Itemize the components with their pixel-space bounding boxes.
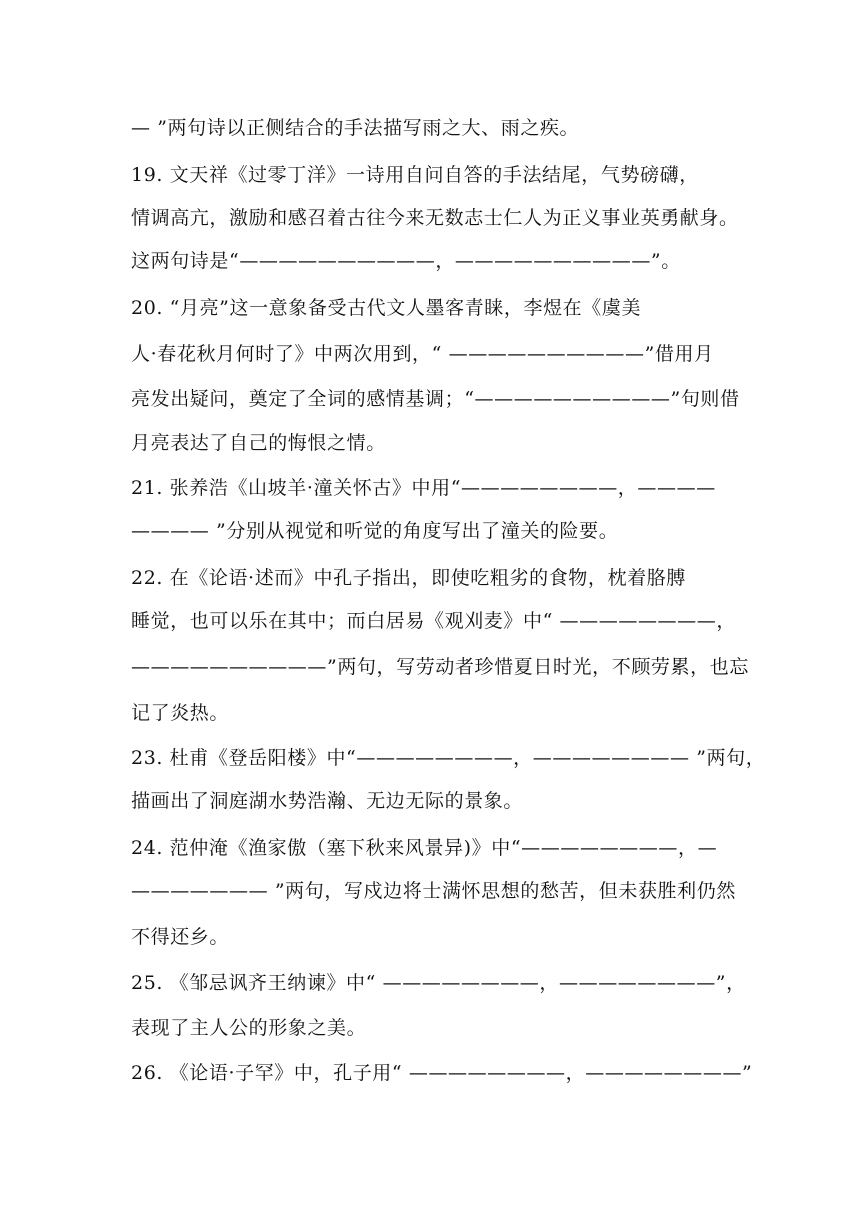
text-line: 23. 杜甫《登岳阳楼》中“————————，———————— ”两句， (131, 747, 766, 769)
text-line: 描画出了洞庭湖水势浩瀚、无边无际的景象。 (131, 790, 524, 812)
text-line: 表现了主人公的形象之美。 (131, 1017, 367, 1039)
text-line: ——————— ”两句，写戍边将士满怀思想的愁苦，但未获胜利仍然 (131, 880, 736, 902)
text-line: 24. 范仲淹《渔家傲（塞下秋来风景异)》中“————————，— (131, 837, 718, 859)
text-line: 记了炎热。 (131, 702, 230, 724)
text-line: 不得还乡。 (131, 926, 230, 948)
text-line: 22. 在《论语·述而》中孔子指出，即使吃粗劣的食物，枕着胳膊 (131, 567, 686, 589)
text-line: 20. “月亮”这一意象备受古代文人墨客青睐，李煜在《虞美 (131, 297, 642, 319)
text-line: 人·春花秋月何时了》中两次用到，“ ——————————”借用月 (131, 343, 714, 365)
text-line: 睡觉，也可以乐在其中；而白居易《观刈麦》中“ ————————， (131, 610, 736, 632)
text-line: 21. 张养浩《山坡羊·潼关怀古》中用“————————，———— (131, 477, 716, 499)
text-line: 这两句诗是“——————————，——————————”。 (131, 250, 681, 272)
text-line: 19. 文天祥《过零丁洋》一诗用自问自答的手法结尾，气势磅礴， (131, 164, 699, 186)
text-line: 月亮表达了自己的悔恨之情。 (131, 432, 386, 454)
text-line: 25. 《邹忌讽齐王纳谏》中“ ————————，————————”， (131, 972, 746, 994)
text-line: ———— ”分别从视觉和听觉的角度写出了潼关的险要。 (131, 520, 619, 542)
text-line: — ”两句诗以正侧结合的手法描写雨之大、雨之疾。 (131, 117, 580, 139)
text-line: 26. 《论语·子罕》中，孔子用“ ————————，————————” (131, 1062, 753, 1084)
text-line: 亮发出疑问，奠定了全词的感情基调；“——————————”句则借 (131, 388, 740, 410)
text-line: 情调高亢，激励和感召着古往今来无数志士仁人为正义事业英勇献身。 (131, 207, 739, 229)
text-line: ——————————”两句，写劳动者珍惜夏日时光，不顾劳累，也忘 (131, 656, 749, 678)
